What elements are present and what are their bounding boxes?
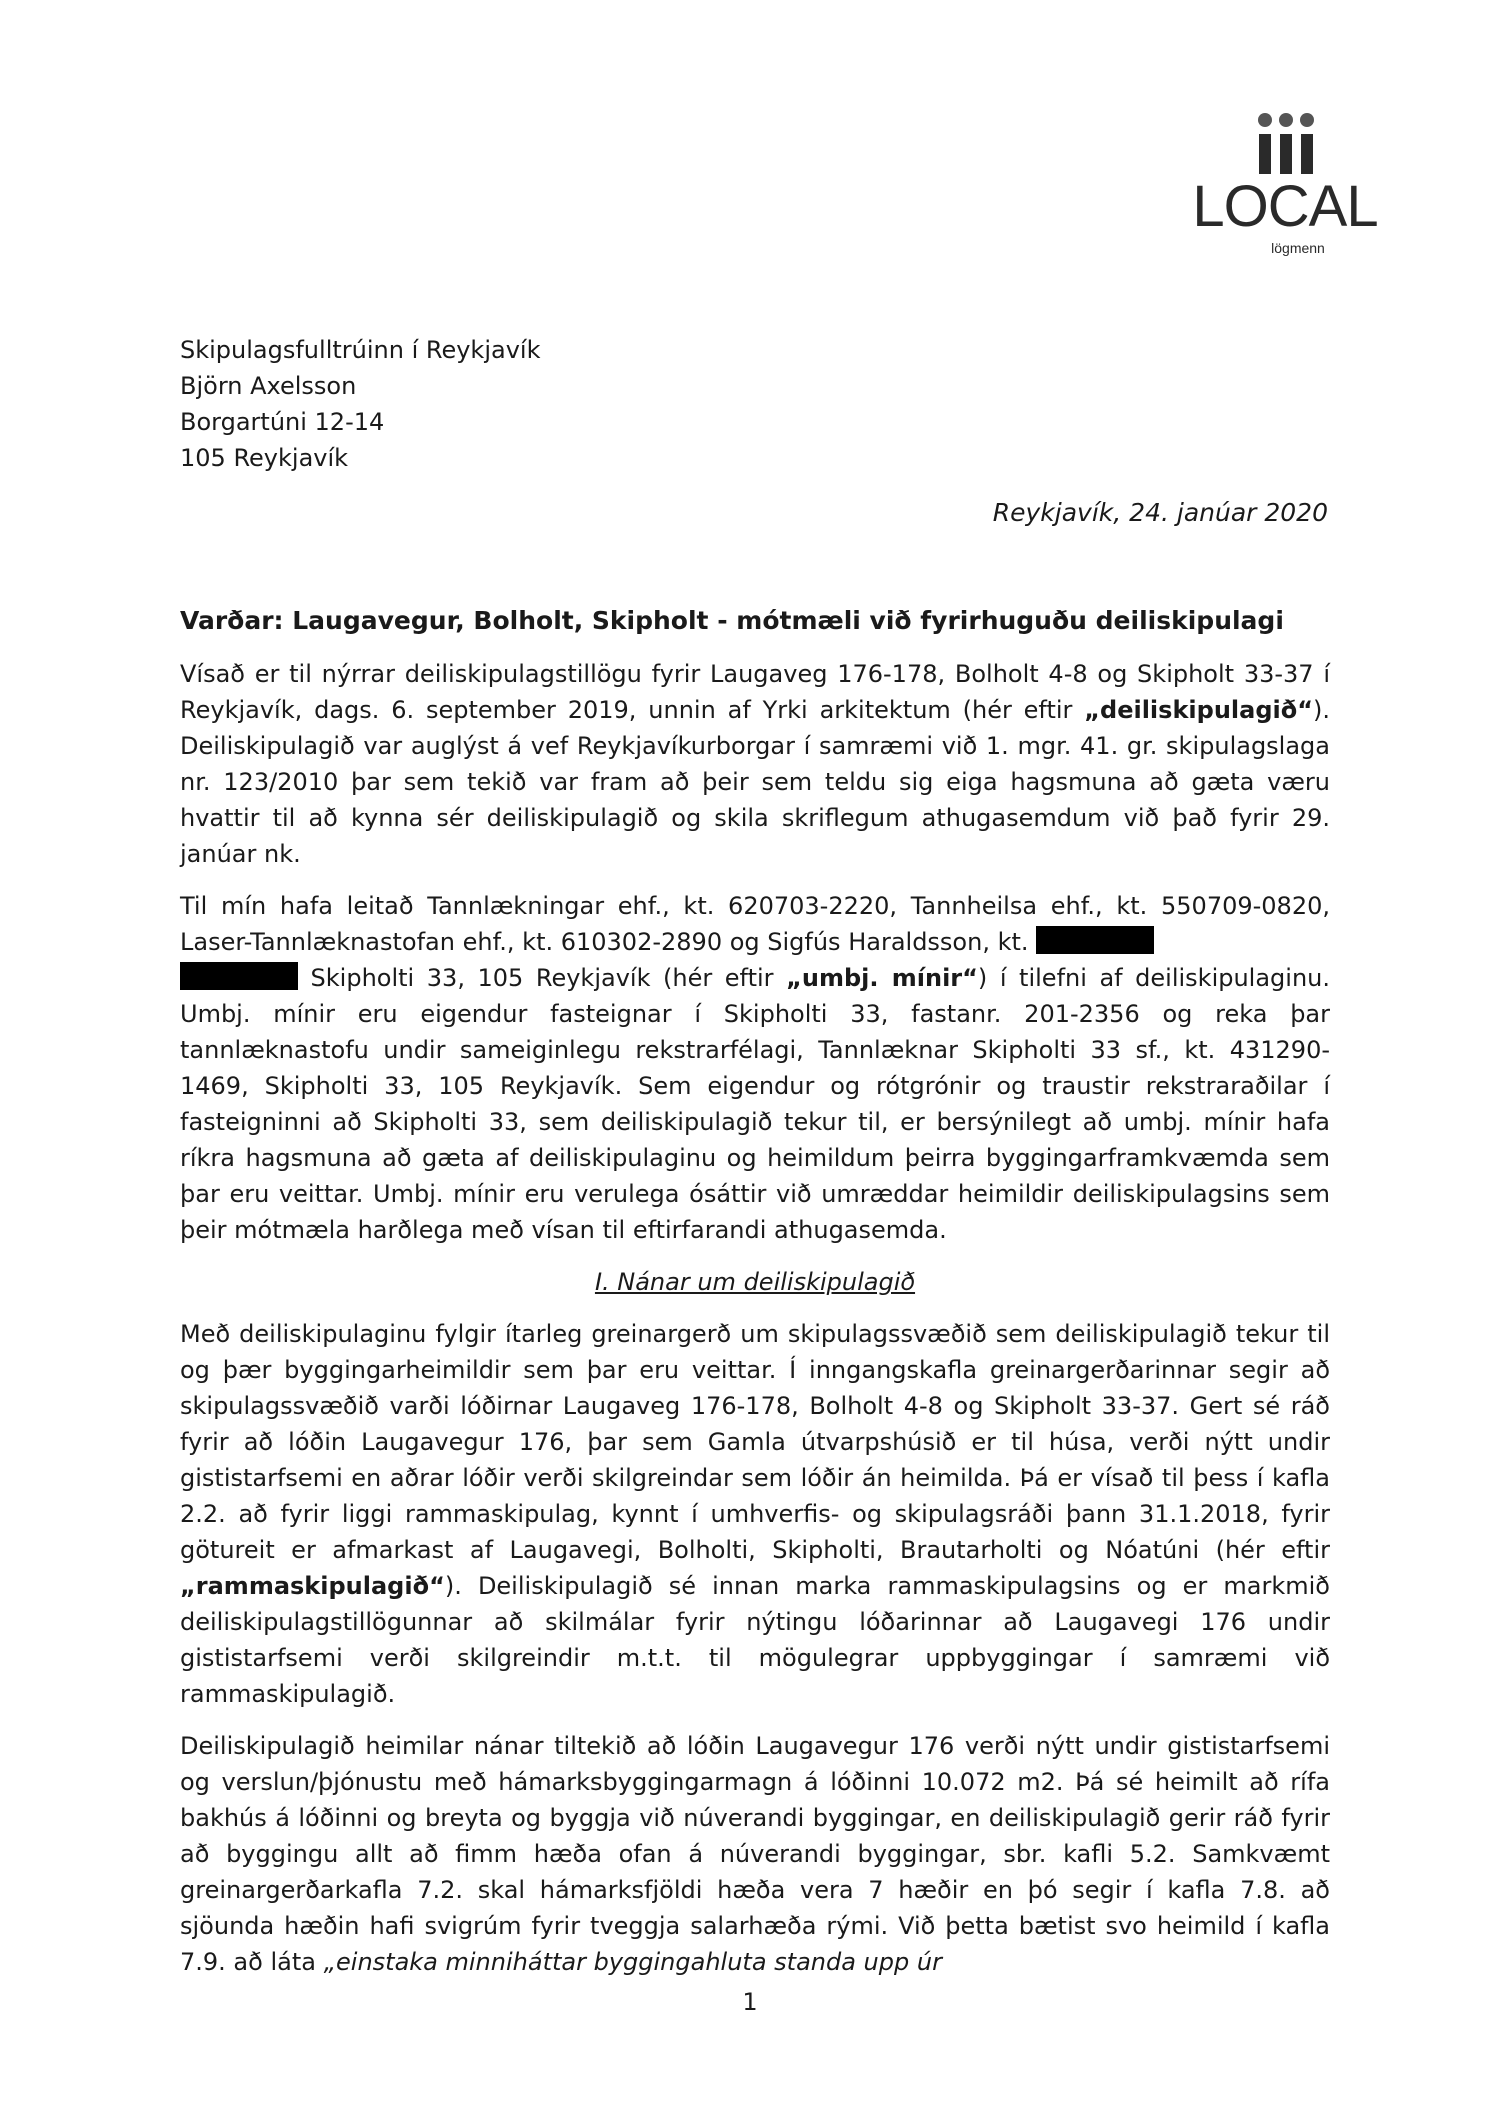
text-run: Skipholti 33, 105 Reykjavík (hér eftir [298,964,787,992]
defined-term: „umbj. mínir“ [786,964,978,992]
text-run: Með deiliskipulaginu fylgir ítarleg greinargerð um skipulagssvæðið sem deiliskipulagið tekur til og þær byggingarheimildir sem þar eru veittar. Í inngangskafla greinargerðarinnar segir að skipulagssvæðið varði lóðirnar Laugaveg 176-178, Bolholt 4-8 og Skipholt 33-37. Gert sé ráð fyrir að lóðin Laugavegur 176, þar sem Gamla útvarpshúsið er til húsa, verði nýtt undir gististarfsemi en aðrar lóðir verði skilgreindar sem lóðir án heimilda. Þá er vísað til þess í kafla 2.2. að fyrir liggi rammaskipulag, kynnt í umhverfis- og skipulagsráði þann 31.1.2018, fyrir götureit er afmarkast af Laugavegi, Bolholti, Skipholti, Brautarholti og Nóatúni (hér eftir [180,1320,1330,1564]
text-run: Deiliskipulagið heimilar nánar tiltekið að lóðin Laugavegur 176 verði nýtt undir gististarfsemi og verslun/þjónustu með hámarksbyggingarmagn á lóðinni 10.072 m2. Þá sé heimilt að rífa bakhús á lóðinni og breyta og byggja við núverandi byggingar, en deiliskipulagið gerir ráð fyrir að byggingu allt að fimm hæða ofan á núverandi byggingar, sbr. kafli 5.2. Samkvæmt greinargerðarkafla 7.2. skal hámarksfjöldi hæða vera 7 hæðir en þó segir í kafla 7.8. að sjöunda hæðin hafi svigrúm fyrir tveggja salarhæða rými. Við þetta bætist svo heimild í kafla 7.9. að láta [180,1732,1330,1976]
local-logo [1190,100,1378,260]
paragraph-4 [180,1728,1330,1980]
recipient-line: Björn Axelsson [180,372,357,400]
defined-term: „rammaskipulagið“ [180,1572,445,1600]
recipient-line: Borgartúni 12-14 [180,408,385,436]
letter-subject: Varðar: Laugavegur, Bolholt, Skipholt - mótmæli við fyrirhuguðu deiliskipulagi [180,606,1284,635]
recipient-line: Skipulagsfulltrúinn í Reykjavík [180,336,541,364]
redaction-box [1036,926,1154,954]
defined-term: „deiliskipulagið“ [1084,696,1313,724]
letter-date: Reykjavík, 24. janúar 2020 [992,498,1328,527]
letter-body [180,656,1330,1996]
paragraph-1 [180,656,1330,872]
recipient-line: 105 Reykjavík [180,444,349,472]
text-run: Vísað er til nýrrar deiliskipulagstillögu fyrir Laugaveg 176-178, Bolholt 4-8 og Skipholt 33-37 í Reykjavík, dags. 6. september 2019, unnin af Yrki arkitektum (hér eftir [180,660,1330,724]
page-number: 1 [742,1988,758,2016]
three-pillars-logo-icon [1190,100,1380,180]
paragraph-2 [180,888,1330,1248]
quoted-text: „einstaka minniháttar byggingahluta standa upp úr [323,1948,942,1976]
redaction-box [180,962,298,990]
section-heading: I. Nánar um deiliskipulagið [594,1268,916,1296]
logo-subtitle: lögmenn [1271,240,1325,256]
recipient-address [180,332,540,476]
text-run: ). Deiliskipulagið sé innan marka rammaskipulagsins og er markmið deiliskipulagstillögunnar að skilmálar fyrir nýtingu lóðarinnar að Laugavegi 176 undir gististarfsemi verði skilgreindir m.t.t. til mögulegrar uppbyggingar í samræmi við rammaskipulagið. [180,1572,1330,1708]
paragraph-3 [180,1316,1330,1712]
logo-wordmark: LOCAL [1192,174,1378,239]
text-run: ). Deiliskipulagið var auglýst á vef Reykjavíkurborgar í samræmi við 1. mgr. 41. gr. skipulagslaga nr. 123/2010 þar sem tekið var fram að þeir sem teldu sig eiga hagsmuna að gæta væru hvattir til að kynna sér deiliskipulagið og skila skriflegum athugasemdum við það fyrir 29. janúar nk. [180,696,1330,868]
text-run: Til mín hafa leitað Tannlækningar ehf., kt. 620703-2220, Tannheilsa ehf., kt. 550709-0820, Laser-Tannlæknastofan ehf., kt. 610302-2890 og Sigfús Haraldsson, kt. [180,892,1330,956]
text-run: ) í tilefni af deiliskipulaginu. Umbj. mínir eru eigendur fasteignar í Skipholti 33, fastanr. 201-2356 og reka þar tannlæknastofu undir sameiginlegu rekstrarfélagi, Tannlæknar Skipholti 33 sf., kt. 431290-1469, Skipholti 33, 105 Reykjavík. Sem eigendur og rótgrónir og traustir rekstraraðilar í fasteigninni að Skipholti 33, sem deiliskipulagið tekur til, er bersýnilegt að umbj. mínir hafa ríkra hagsmuna að gæta af deiliskipulaginu og heimildum þeirra byggingarframkvæmda sem þar eru veittar. Umbj. mínir eru verulega ósáttir við umræddar heimildir deiliskipulagsins sem þeir mótmæla harðlega með vísan til eftirfarandi athugasemda. [180,964,1331,1244]
